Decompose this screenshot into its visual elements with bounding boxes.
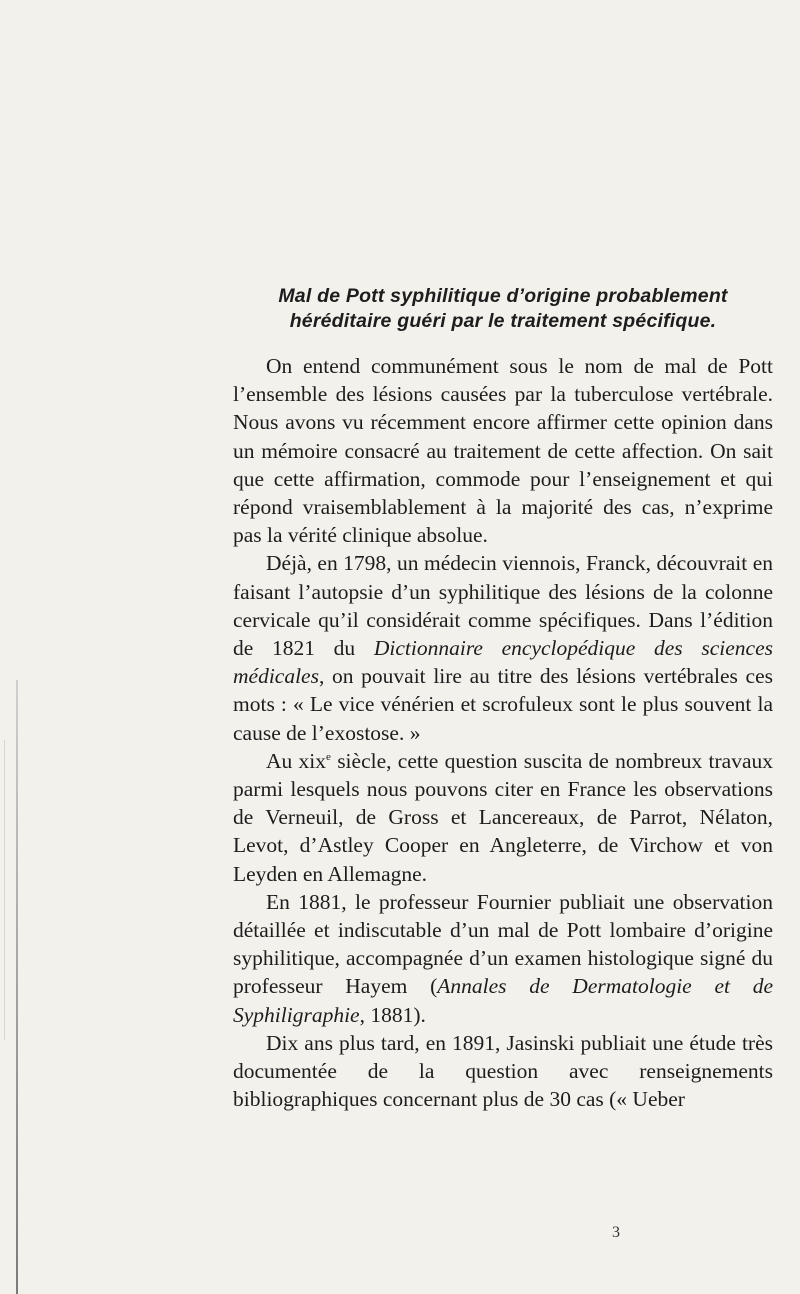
paragraph-2-text-start: Déjà, en 1798, un médecin viennois, Franck, découvrait en faisant l’autopsie d’un syphilitique des lésions de la colonne cervicale qu’il considérait comme spécifiques. Dans l’édition de 1821 du <box>233 551 773 661</box>
paragraph-5 <box>233 1029 773 1114</box>
title-line-2: héréditaire guéri par le traitement spécifique. <box>289 310 717 332</box>
paragraph-1-text: On entend communément sous le nom de mal de Pott l’ensemble des lésions causées par la tuberculose vertébrale. Nous avons vu récemment encore affirmer cette opinion dans un mémoire consacré au traitement de cette affection. On sait que cette affirmation, commode pour l’enseignement et qui répond vraisemblablement à la majorité des cas, n’exprime pas la vérité clinique absolue. <box>233 354 773 548</box>
article-body <box>233 352 773 1113</box>
century-superscript: e <box>326 750 331 763</box>
page-binding-edge <box>16 680 18 1294</box>
paragraph-1 <box>233 352 773 549</box>
paragraph-4-text-start: En 1881, le professeur Fournier publiait une observation détaillée et indiscutable d’un mal de Pott lombaire d’origine syphilitique, accompagnée d’un examen histologique signé du professeur Hayem ( <box>233 889 773 999</box>
article-title <box>233 284 773 334</box>
paragraph-4-text-end: , 1881). <box>359 1002 426 1027</box>
paragraph-2 <box>233 549 773 746</box>
scan-edge-mark <box>4 740 5 1040</box>
paragraph-2-citation: Dictionnaire encyclopédique des sciences médicales <box>233 636 773 689</box>
paragraph-5-text: Dix ans plus tard, en 1891, Jasinski publiait une étude très documentée de la question avec renseignements bibliographiques concernant plus de 30 cas (« Ueber <box>233 1030 773 1112</box>
document-page <box>233 284 773 1113</box>
paragraph-4-citation: Annales de Dermatologie et de Syphiligraphie <box>233 974 773 1027</box>
paragraph-2-text-end: , on pouvait lire au titre des lésions vertébrales ces mots : « Le vice vénérien et scrofuleux sont le plus souvent la cause de l’exostose. » <box>233 664 773 745</box>
page-number: 3 <box>612 1224 620 1241</box>
paragraph-3 <box>233 747 773 888</box>
paragraph-3-text-end: siècle, cette question suscita de nombreux travaux parmi lesquels nous pouvons citer en France les observations de Verneuil, de Gross et Lancereaux, de Parrot, Nélaton, Levot, d’Astley Cooper en Angleterre, de Virchow et von Leyden en Allemagne. <box>233 748 774 886</box>
paragraph-4 <box>233 888 773 1029</box>
title-line-1: Mal de Pott syphilitique d’origine probablement <box>278 285 728 307</box>
paragraph-3-text-start: Au xix <box>266 748 327 773</box>
